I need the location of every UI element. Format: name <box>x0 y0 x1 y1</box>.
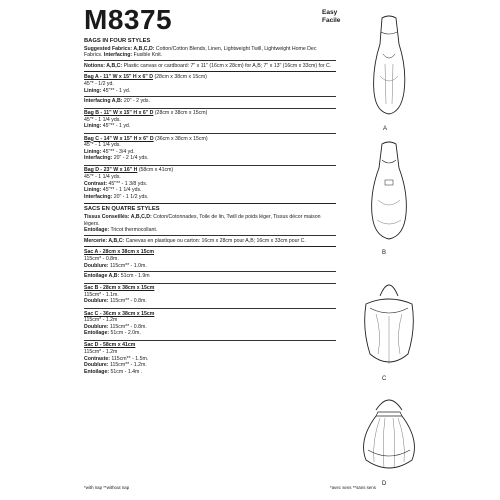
yardage-value: 45"** - 3/4 yd. <box>102 148 135 155</box>
english-notions <box>84 63 336 70</box>
fabric-type-label: Lining: <box>84 148 102 155</box>
yardage-line <box>84 181 336 188</box>
yardage-line <box>84 194 336 201</box>
yardage-line <box>84 330 336 337</box>
fabric-type-label: Interfacing: <box>84 193 113 200</box>
yardage-value: 51cm - 1.4m . <box>110 368 143 375</box>
divider <box>84 235 336 236</box>
yardage-line <box>84 324 336 331</box>
divider <box>84 96 336 97</box>
yardage-value: 45"** - 1 3/8 yds. <box>108 180 148 187</box>
bag-heading <box>84 110 336 117</box>
bag-yardage-block <box>84 136 336 162</box>
bag-yardage-block <box>84 110 336 130</box>
bag-yardage-block <box>84 285 336 305</box>
fabric-type-label: Doublure: <box>84 362 109 369</box>
notions-text: Plastic canvas or cardboard: 7" x 11" (16cm x 28cm) for A,B; 7" x 13" (16cm x 33cm) for C. <box>123 62 332 69</box>
bag-size: Sac B - 28cm x 38cm x 15cm <box>84 285 155 292</box>
view-d <box>352 390 427 485</box>
bag-yardage-block <box>84 311 336 337</box>
bag-yardage-block <box>84 167 336 200</box>
bag-heading <box>84 249 336 256</box>
yardage-line <box>84 292 336 299</box>
yardage-value: 115cm** - 0.8m. <box>109 323 147 330</box>
interfacing-label: Entoilage: <box>84 227 110 234</box>
yardage-value: 45"** - 1 1/4 yds. <box>102 187 142 194</box>
yardage-value: 45"* - 1 1/4 yds. <box>84 174 121 180</box>
divider <box>84 340 336 341</box>
yardage-value: 45"* - 1 1/4 yds. <box>84 116 121 123</box>
yardage-line <box>84 174 336 181</box>
bag-heading <box>84 285 336 292</box>
yardage-value: 115cm* - 1.2m <box>84 348 118 355</box>
french-bag-list <box>84 249 336 375</box>
yardage-value: 45"* - 1/2 yd. <box>84 80 114 87</box>
bag-heading <box>84 167 336 174</box>
yardage-value: 45"* - 1 1/4 yds. <box>84 142 121 149</box>
yardage-value: 115cm** - 1.2m. <box>109 362 147 369</box>
yardage-line <box>84 263 336 270</box>
tote-bag-icon <box>352 274 427 374</box>
fabrics-text: Cotton/Cotton Blends, Linen, Lightweight Twill, Lightweight Home Dec Fabrics. <box>84 45 317 59</box>
view-label-c: C <box>382 376 387 382</box>
pattern-number: M8375 <box>84 4 173 35</box>
yardage-line <box>84 317 336 324</box>
yardage-line <box>84 81 336 88</box>
fabrics-text: Coton/Cotonnades, Toile de lin, Twill de poids léger, Tissus décor maison légers. <box>84 213 321 227</box>
yardage-line <box>84 117 336 124</box>
difficulty-en: Easy <box>322 9 338 16</box>
bag-size: Sac D - 58cm x 41cm <box>84 342 136 349</box>
divider <box>84 308 336 309</box>
view-label-a: A <box>383 126 388 132</box>
yardage-line <box>84 369 336 376</box>
yardage-column <box>84 38 336 378</box>
english-title: BAGS IN FOUR STYLES <box>84 38 151 44</box>
view-label-d: D <box>382 481 387 487</box>
bag-yardage-block <box>84 249 336 279</box>
english-bag-list <box>84 74 336 200</box>
yardage-value: 115cm** - 0.8m. <box>109 298 147 305</box>
fabric-type-label: Lining: <box>84 123 102 130</box>
yardage-line <box>84 88 336 95</box>
interfacing-text: Fusible Knit. <box>133 52 163 59</box>
bag-size: Bag C - 14" W x 15" H x 6" D <box>84 135 154 142</box>
french-title: SACS EN QUATRE STYLES <box>84 206 160 213</box>
yardage-value: 20" - 2 yds. <box>123 98 150 105</box>
yardage-value: 115cm* - 0.8m. <box>84 255 119 262</box>
bag-size-metric: (58cm x 41cm) <box>138 167 174 174</box>
view-a <box>352 14 427 132</box>
french-fabrics <box>84 214 336 234</box>
yardage-value: 20" - 1 1/2 yds. <box>113 193 149 200</box>
bag-size: Bag D - 23" W x 16" H <box>84 167 138 174</box>
yardage-value: 45"** - 1 yd. <box>102 123 131 130</box>
yardage-line <box>84 123 336 130</box>
fabric-type-label: Lining: <box>84 87 102 94</box>
yardage-value: 115cm* - 1.1m. <box>84 291 119 298</box>
yardage-value: 115cm** - 1.5m. <box>111 355 149 362</box>
bag-size-metric: (28cm x 38cm x 15cm) <box>154 74 207 81</box>
fabric-type-label: Contraste: <box>84 355 110 362</box>
hobo-bag-icon <box>352 140 427 250</box>
fabrics-label: Suggested Fabrics: A,B,C,D: <box>84 45 155 52</box>
view-illustrations <box>352 0 427 500</box>
bag-yardage-block <box>84 74 336 104</box>
fabric-type-label: Doublure: <box>84 262 109 269</box>
yardage-line <box>84 155 336 162</box>
bag-size: Sac A - 28cm x 38cm x 15cm <box>84 249 154 256</box>
fabric-type-label: Lining: <box>84 187 102 194</box>
fabric-type-label: Contrast: <box>84 180 108 187</box>
yardage-line <box>84 187 336 194</box>
yardage-value: 51cm - 2.0m. <box>110 330 141 337</box>
bag-size: Bag A - 11" W x 15" H x 6" D <box>84 74 153 81</box>
divider <box>84 246 336 247</box>
fabric-type-label: Doublure: <box>84 298 109 305</box>
yardage-value: 20" - 2 1/4 yds. <box>113 155 149 162</box>
yardage-value: 45"** - 1 yd. <box>102 87 131 94</box>
bag-heading <box>84 342 336 349</box>
divider <box>84 71 336 72</box>
notions-label: Notions: A,B,C: <box>84 62 123 69</box>
notions-text: Canevas en plastique ou carton: 16cm x 28cm pour A,B; 16cm x 33cm pour C. <box>125 237 306 244</box>
notions-label: Mercerie: A,B,C: <box>84 237 125 244</box>
fabric-type-label: Doublure: <box>84 323 109 330</box>
yardage-line <box>84 349 336 356</box>
divider <box>84 203 336 204</box>
bag-heading <box>84 74 336 81</box>
bag-yardage-block <box>84 342 336 375</box>
interfacing-text: Tricot thermocollant. <box>110 227 158 234</box>
interfacing-label: Interfacing: <box>103 52 133 59</box>
french-notions <box>84 238 336 245</box>
bag-size-metric: (28cm x 38cm x 15cm) <box>154 110 208 117</box>
fabric-type-label: Entoilage A,B: <box>84 273 120 280</box>
yardage-value: 51cm - 1.9m <box>120 273 150 280</box>
bag-size-metric: (36cm x 38cm x 15cm) <box>155 135 208 142</box>
fabric-type-label: Interfacing: <box>84 155 113 162</box>
yardage-line <box>84 273 336 280</box>
view-b <box>352 140 427 256</box>
bag-size: Bag B - 11" W x 15" H x 6" D <box>84 110 154 117</box>
footnote-french: *avec sens **sans sens <box>330 485 376 490</box>
divider <box>84 283 336 284</box>
view-c <box>352 274 427 382</box>
yardage-value: 115cm** - 1.0m. <box>109 262 147 269</box>
yardage-line <box>84 362 336 369</box>
difficulty-label <box>322 9 340 25</box>
english-fabrics <box>84 46 336 59</box>
yardage-line <box>84 298 336 305</box>
yardage-line <box>84 98 336 105</box>
bag-size: Sac C - 36cm x 38cm x 15cm <box>84 310 155 317</box>
footnote-english: *with nap **without nap <box>84 485 130 490</box>
divider <box>84 271 336 272</box>
fabric-type-label: Entoilage: <box>84 368 110 375</box>
fabric-type-label: Entoilage: <box>84 330 110 337</box>
hobo-bag-icon <box>352 14 427 124</box>
divider <box>84 108 336 109</box>
divider <box>84 165 336 166</box>
fabrics-label: Tissus Conseillés: A,B,C,D: <box>84 213 152 220</box>
bag-heading <box>84 311 336 318</box>
yardage-line <box>84 256 336 263</box>
yardage-line <box>84 149 336 156</box>
divider <box>84 133 336 134</box>
gathered-bag-icon <box>352 390 427 485</box>
divider <box>84 60 336 61</box>
view-label-b: B <box>382 250 387 256</box>
fabric-type-label: Interfacing A,B: <box>84 98 123 105</box>
yardage-line <box>84 356 336 363</box>
difficulty-fr: Facile <box>322 17 341 24</box>
yardage-value: 115cm* - 1.2m <box>84 317 118 324</box>
bag-heading <box>84 136 336 143</box>
yardage-line <box>84 142 336 149</box>
